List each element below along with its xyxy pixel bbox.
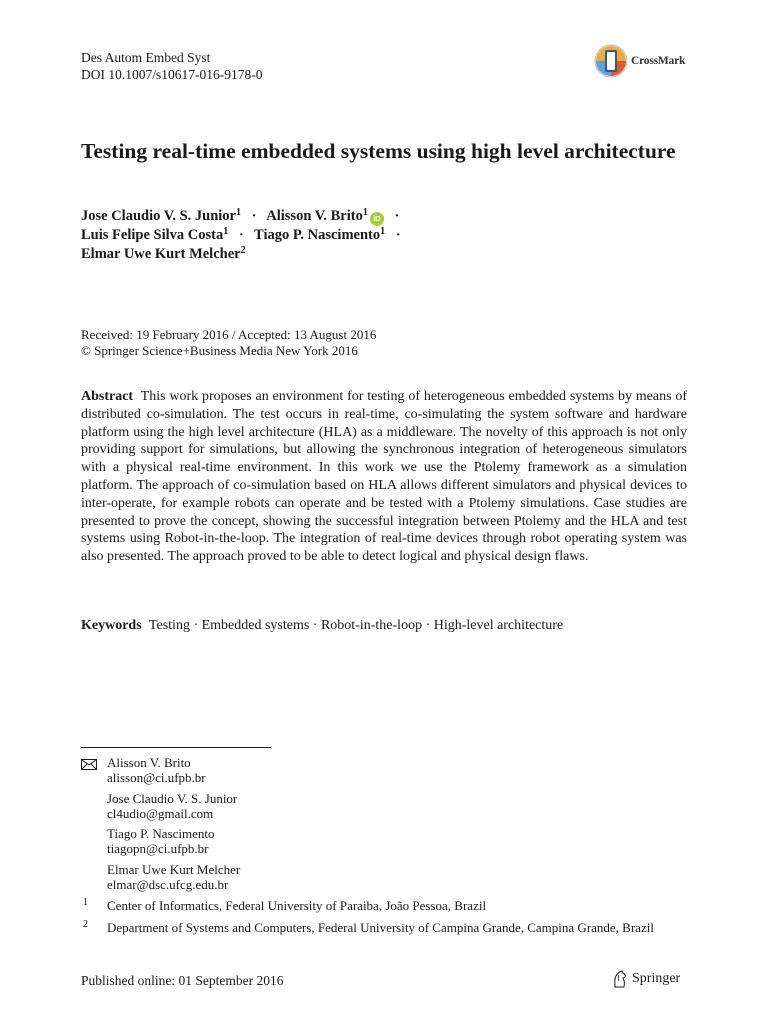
orcid-icon[interactable]: iD	[370, 212, 384, 226]
crossmark-label: CrossMark	[631, 55, 686, 67]
author-line-2	[81, 226, 701, 245]
correspondence-entry	[107, 863, 240, 892]
abstract-text: This work proposes an environment for testing of heterogeneous embedded systems by means of distributed co-simulation. The test occurs in real-time, co-simulating the system software and hardware platform using the high level architecture (HLA) as a middleware. The novelty of this approach is not only providing support for simulations, but allowing the synchronous integration of heterogeneous simulators with a physical real-time environment. In this work we use the Ptolemy framework as a simulation platform. The approach of co-simulation based on HLA allows different simulators and physical devices to inter-operate, for example robots can operate and be tested with a Ptolemy simulations. Case studies are presented to prove the concept, showing the successful integration between Ptolemy and the HLA and test systems using Robot-in-the-loop. The integration of real-time devices through robot operating system was also presented. The approach proved to be able to detect logical and physical design flaws.	[81, 389, 687, 565]
doi[interactable]: DOI 10.1007/s10617-016-9178-0	[81, 67, 263, 82]
author-line-3	[81, 245, 701, 264]
crossmark-icon	[594, 42, 628, 80]
correspondence-email[interactable]: elmar@dsc.ufcg.edu.br	[107, 876, 229, 892]
author-name[interactable]: Alisson V. Brito	[266, 208, 363, 224]
footnote-divider	[81, 747, 271, 748]
correspondence-entry	[107, 792, 237, 821]
correspondence-email[interactable]: alisson@ci.ufpb.br	[107, 769, 206, 785]
correspondence-email[interactable]: cl4udio@gmail.com	[107, 805, 214, 821]
published-online-date: Published online: 01 September 2016	[81, 973, 284, 988]
paper-title: Testing real-time embedded systems using high level architecture	[81, 139, 676, 163]
author-separator: ·	[394, 208, 400, 224]
author-list	[81, 207, 701, 264]
abstract-label: Abstract	[81, 389, 134, 404]
author-affiliation-mark: 1	[362, 207, 368, 218]
keywords	[81, 617, 687, 635]
author-name[interactable]: Tiago P. Nascimento	[254, 227, 381, 243]
affiliation-text: Center of Informatics, Federal University of Paraiba, João Pessoa, Brazil	[107, 898, 487, 913]
publication-dates	[81, 327, 376, 359]
journal-header	[81, 49, 263, 83]
author-name[interactable]: Jose Claudio V. S. Junior	[81, 208, 236, 224]
correspondence-email[interactable]: tiagopn@ci.ufpb.br	[107, 840, 209, 856]
correspondence-name: Tiago P. Nascimento	[107, 826, 215, 841]
author-affiliation-mark: 2	[240, 245, 246, 256]
affiliation-number: 1	[83, 897, 88, 908]
keywords-label: Keywords	[81, 618, 142, 633]
correspondence-entry	[107, 827, 215, 856]
copyright-notice: © Springer Science+Business Media New York 2016	[81, 343, 358, 358]
keywords-text: Testing · Embedded systems · Robot-in-the-loop · High-level architecture	[148, 618, 564, 633]
author-affiliation-mark: 1	[235, 207, 241, 218]
author-line-1	[81, 207, 701, 226]
envelope-icon	[81, 759, 97, 770]
author-separator: ·	[395, 227, 401, 243]
author-name[interactable]: Luis Felipe Silva Costa	[81, 227, 224, 243]
springer-horse-icon	[612, 970, 628, 988]
affiliation-text: Department of Systems and Computers, Federal University of Campina Grande, Campina Grande, Brazil	[107, 920, 654, 935]
author-name[interactable]: Elmar Uwe Kurt Melcher	[81, 246, 241, 262]
received-accepted-dates: Received: 19 February 2016 / Accepted: 13 August 2016	[81, 327, 377, 342]
author-affiliation-mark: 1	[223, 226, 229, 237]
abstract	[81, 388, 687, 566]
correspondence-name: Jose Claudio V. S. Junior	[107, 791, 238, 806]
correspondence-name: Elmar Uwe Kurt Melcher	[107, 862, 241, 877]
author-separator: ·	[238, 227, 244, 243]
affiliation-number: 2	[83, 919, 88, 930]
author-separator: ·	[251, 208, 257, 224]
author-affiliation-mark: 1	[380, 226, 386, 237]
correspondence-entry	[107, 756, 206, 785]
journal-name: Des Autom Embed Syst	[81, 50, 211, 65]
correspondence-name: Alisson V. Brito	[107, 755, 191, 770]
springer-logo[interactable]	[612, 970, 680, 988]
crossmark-badge[interactable]	[594, 42, 694, 80]
springer-label: Springer	[632, 971, 681, 986]
